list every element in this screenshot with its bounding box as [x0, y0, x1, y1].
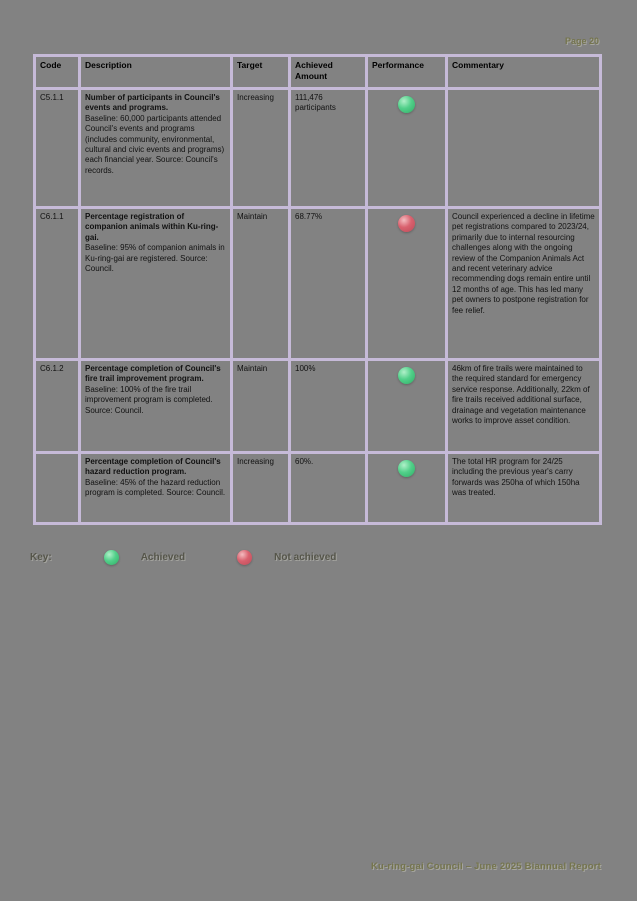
cell-code: C5.1.1 — [35, 89, 80, 208]
performance-indicator-icon — [398, 460, 415, 477]
cell-achieved: 111,476 participants — [290, 89, 367, 208]
cell-achieved: 60%. — [290, 453, 367, 524]
kpi-title: Percentage completion of Council's hazard reduction program. — [85, 457, 221, 477]
cell-description — [80, 453, 232, 524]
table-row — [35, 453, 601, 524]
header-achieved-amount: Achieved Amount — [290, 56, 367, 89]
kpi-baseline: Baseline: 60,000 participants attended Council's events and programs (includes community, environmental, cultural and civic events and programs) each financial year. Source: Council's records. — [85, 113, 225, 175]
cell-description — [80, 208, 232, 360]
key-item-label: Not achieved — [274, 552, 337, 563]
header-description: Description — [80, 56, 232, 89]
performance-indicator-icon — [398, 96, 415, 113]
cell-performance — [367, 453, 447, 524]
kpi-baseline: Baseline: 100% of the fire trail improvement program is completed. Source: Council. — [85, 384, 213, 415]
cell-code: C6.1.1 — [35, 208, 80, 360]
cell-description — [80, 89, 232, 208]
not-achieved-dot-icon — [237, 550, 252, 565]
table-row — [35, 360, 601, 453]
kpi-baseline: Baseline: 95% of companion animals in Ku-ring-gai are registered. Source: Council. — [85, 243, 225, 273]
header-target: Target — [232, 56, 290, 89]
cell-code — [35, 453, 80, 524]
table-header-row — [35, 56, 601, 89]
header-commentary: Commentary — [447, 56, 601, 89]
performance-indicator-icon — [398, 215, 415, 232]
page-number: Page 20 — [564, 36, 599, 46]
cell-performance — [367, 208, 447, 360]
cell-performance — [367, 360, 447, 453]
cell-commentary — [447, 89, 601, 208]
cell-target: Maintain — [232, 360, 290, 453]
cell-performance — [367, 89, 447, 208]
table-row — [35, 89, 601, 208]
kpi-table — [33, 54, 602, 525]
table-row — [35, 208, 601, 360]
cell-target: Maintain — [232, 208, 290, 360]
kpi-title: Percentage registration of companion animals within Ku-ring-gai. — [85, 212, 219, 242]
cell-commentary: Council experienced a decline in lifetime pet registrations compared to 2023/24, primarily due to internal resourcing challenges along with the ongoing review of the Companion Animals Act and recent veterinary advice recommending dogs remain entire until 12 months of age. This has led many pet owners to postpone registration for fee relief. — [447, 208, 601, 360]
key-label: Key: — [30, 552, 52, 563]
header-code: Code — [35, 56, 80, 89]
cell-commentary: The total HR program for 24/25 including the previous year's carry forwards was 250ha of which 150ha was treated. — [447, 453, 601, 524]
achieved-dot-icon — [104, 550, 119, 565]
kpi-baseline: Baseline: 45% of the hazard reduction program is completed. Source: Council. — [85, 477, 226, 498]
header-performance: Performance — [367, 56, 447, 89]
legend-key — [30, 550, 388, 565]
kpi-title: Number of participants in Council's events and programs. — [85, 93, 220, 113]
key-item-not-achieved — [237, 550, 336, 565]
cell-code: C6.1.2 — [35, 360, 80, 453]
cell-target: Increasing — [232, 453, 290, 524]
kpi-title: Percentage completion of Council's fire trail improvement program. — [85, 364, 221, 384]
report-footer: Ku-ring-gai Council – June 2025 Biannual Report — [370, 861, 601, 872]
performance-indicator-icon — [398, 367, 415, 384]
key-item-achieved — [104, 550, 185, 565]
cell-commentary: 46km of fire trails were maintained to the required standard for emergency service response. Additionally, 22km of fire trails received additional surface, drainage and vegetation maintenance works to improve asset condition. — [447, 360, 601, 453]
cell-achieved: 68.77% — [290, 208, 367, 360]
key-item-label: Achieved — [140, 552, 186, 563]
cell-achieved: 100% — [290, 360, 367, 453]
cell-target: Increasing — [232, 89, 290, 208]
cell-description — [80, 360, 232, 453]
